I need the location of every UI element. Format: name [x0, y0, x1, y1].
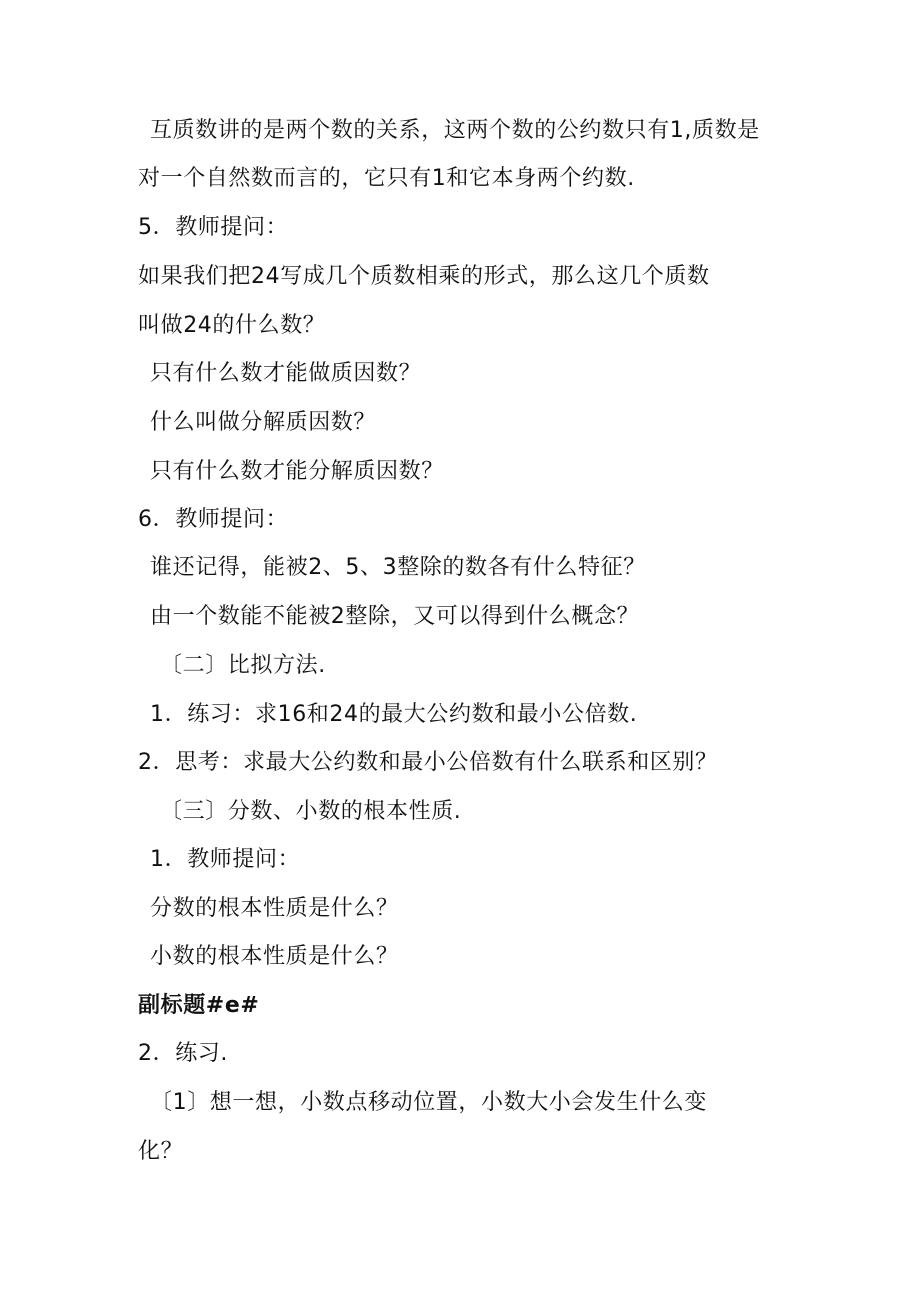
- text-line: 对一个自然数而言的，它只有1和它本身两个约数.: [138, 166, 635, 191]
- question-line: 由一个数能不能被2整除，又可以得到什么概念？: [150, 604, 640, 629]
- question-line: 什么叫做分解质因数？: [150, 410, 377, 435]
- text-line: 叫做24的什么数？: [138, 313, 326, 338]
- section-heading: 2．练习.: [138, 1041, 228, 1066]
- section-heading: 1．教师提问：: [150, 847, 301, 872]
- question-line: 只有什么数才能分解质因数？: [150, 459, 444, 484]
- subtitle-placeholder: 副标题#e#: [138, 993, 260, 1018]
- section-heading: 6．教师提问：: [138, 507, 289, 532]
- exercise-line: 化？: [138, 1139, 184, 1164]
- text-line: 如果我们把24写成几个质数相乘的形式，那么这几个质数: [138, 264, 710, 289]
- text-line: 互质数讲的是两个数的关系，这两个数的公约数只有1,质数是: [150, 118, 760, 143]
- subsection-heading: 〔二〕比拟方法.: [160, 653, 326, 678]
- question-line: 分数的根本性质是什么？: [150, 896, 399, 921]
- exercise-line: 〔1〕想一想，小数点移动位置，小数大小会发生什么变: [150, 1090, 707, 1115]
- question-line: 谁还记得，能被2、5、3整除的数各有什么特征？: [150, 555, 646, 580]
- exercise-line: 1．练习：求16和24的最大公约数和最小公倍数.: [150, 702, 638, 727]
- section-heading: 5．教师提问：: [138, 215, 289, 240]
- question-line: 小数的根本性质是什么？: [150, 944, 399, 969]
- exercise-line: 2．思考：求最大公约数和最小公倍数有什么联系和区别？: [138, 750, 718, 775]
- subsection-heading: 〔三〕分数、小数的根本性质.: [160, 799, 462, 824]
- question-line: 只有什么数才能做质因数？: [150, 361, 422, 386]
